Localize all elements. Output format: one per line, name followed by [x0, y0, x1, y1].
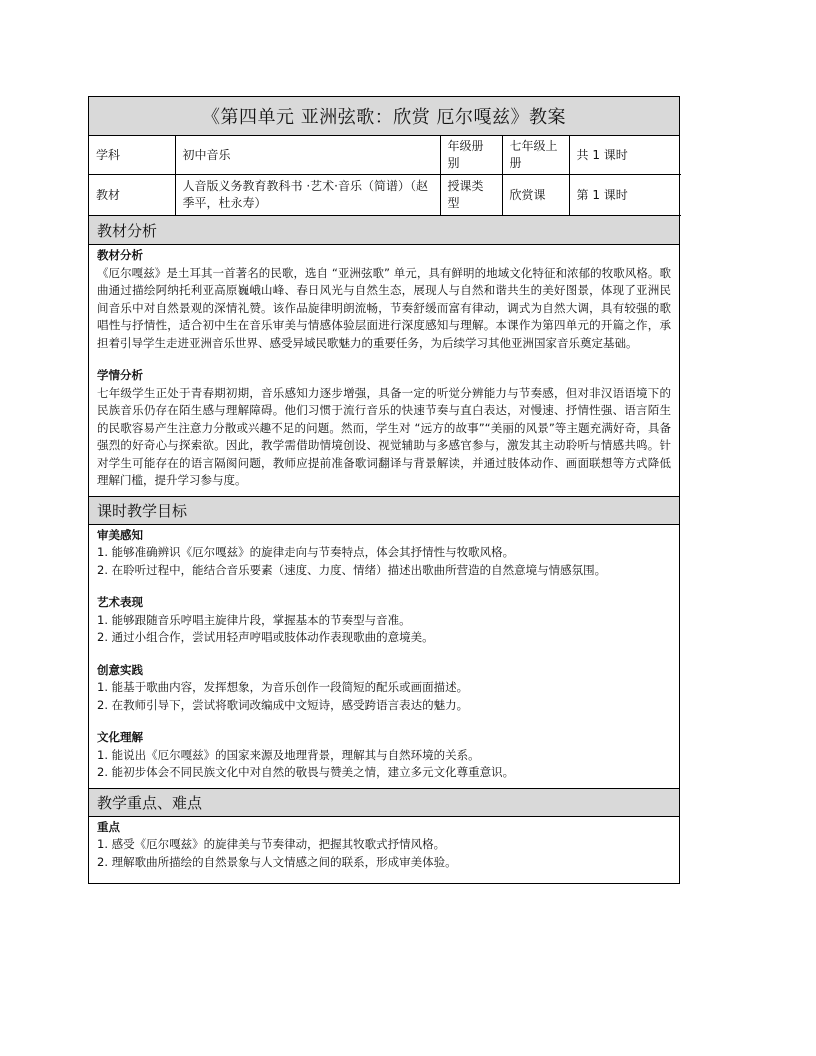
hours-value: 共 1 课时 — [569, 136, 681, 175]
objective-item: 1. 能够跟随音乐哼唱主旋律片段，掌握基本的节奏型与音准。 — [97, 612, 411, 627]
grade-label: 年级册别 — [440, 136, 502, 175]
subject-label: 学科 — [89, 136, 175, 175]
type-value: 欣赏课 — [502, 175, 569, 216]
section-heading-key-points: 教学重点、难点 — [89, 788, 679, 817]
key-point-item: 2. 理解歌曲所描绘的自然景象与人文情感之间的联系，形成审美体验。 — [97, 854, 457, 869]
lesson-plan-sheet — [88, 96, 680, 884]
objective-item: 2. 在教师引导下，尝试将歌词改编成中文短诗，感受跨语言表达的魅力。 — [97, 697, 469, 712]
objective-item: 1. 能够准确辨识《厄尔嘎兹》的旋律走向与节奏特点，体会其抒情性与牧歌风格。 — [97, 545, 515, 559]
key-point-item: 1. 感受《厄尔嘎兹》的旋律美与节奏律动，把握其牧歌式抒情风格。 — [97, 837, 446, 851]
grade-value: 七年级上册 — [502, 136, 569, 175]
objective-item: 1. 能说出《厄尔嘎兹》的国家来源及地理背景，理解其与自然环境的关系。 — [97, 747, 480, 762]
section-body-key-points — [89, 817, 679, 884]
objective-group-title: 审美感知 — [97, 527, 143, 542]
info-row-subject — [89, 136, 681, 175]
objective-group-title: 文化理解 — [97, 730, 143, 744]
section-heading-objectives: 课时教学目标 — [89, 496, 679, 525]
objective-item: 2. 能初步体会不同民族文化中对自然的敬畏与赞美之情，建立多元文化尊重意识。 — [97, 765, 515, 779]
textbook-value: 人音版义务教育教科书 ·艺术·音乐（简谱）（赵季平，杜永寿） — [175, 175, 440, 216]
objective-item: 2. 通过小组合作，尝试用轻声哼唱或肢体动作表现歌曲的意境美。 — [97, 630, 434, 644]
objective-item: 2. 在聆听过程中，能结合音乐要素（速度、力度、情绪）描述出歌曲所营造的自然意境与情感氛围。 — [97, 562, 607, 577]
objective-group-title: 创意实践 — [97, 662, 143, 677]
section-body-analysis — [89, 245, 679, 496]
textbook-label: 教材 — [89, 175, 175, 216]
objective-item: 1. 能基于歌曲内容，发挥想象，为音乐创作一段简短的配乐或画面描述。 — [97, 680, 469, 694]
section-heading-analysis: 教材分析 — [89, 216, 679, 245]
document-title: 《第四单元 亚洲弦歌：欣赏 厄尔嘎兹》教案 — [89, 97, 679, 136]
info-row-textbook — [89, 175, 681, 216]
paragraph-textbook-analysis: 《厄尔嘎兹》是土耳其一首著名的民歌，选自 “亚洲弦歌” 单元，具有鲜明的地域文化特征和浓郁的牧歌风格。歌曲通过描绘阿纳托利亚高原巍峨山峰、春日风光与自然生态，展现人与自然和谐共生的美好图景，体现了亚洲民间音乐中对自然景观的深情礼赞。该作品旋律明朗流畅，节奏舒缓而富有律动，调式为自然大调，具有较强的歌唱性与抒情性，适合初中生在音乐审美与情感体验层面进行深度感知与理解。本课作为第四单元的开篇之作，承担着引导学生走进亚洲音乐世界、感受异域民歌魅力的重要任务，为后续学习其他亚洲国家音乐奠定基础。 — [97, 265, 671, 350]
subject-value: 初中音乐 — [175, 136, 440, 175]
lesson-value: 第 1 课时 — [569, 175, 681, 216]
info-table — [89, 136, 681, 216]
section-body-objectives — [89, 525, 679, 788]
subheading-student-analysis: 学情分析 — [97, 368, 143, 382]
objective-group-title: 艺术表现 — [97, 595, 143, 609]
subheading-key-points: 重点 — [97, 819, 120, 834]
subheading-textbook-analysis: 教材分析 — [97, 248, 143, 262]
paragraph-student-analysis: 七年级学生正处于青春期初期，音乐感知力逐步增强，具备一定的听觉分辨能力与节奏感，但对非汉语语境下的民族音乐仍存在陌生感与理解障碍。他们习惯于流行音乐的快速节奏与直白表达，对慢速、抒情性强、语言陌生的民歌容易产生注意力分散或兴趣不足的问题。然而，学生对 “远方的故事”“美丽的风景”等主题充满好奇，具备强烈的好奇心与探索欲。因此，教学需借助情境创设、视觉辅助与多感官参与，激发其主动聆听与情感共鸣。针对学生可能存在的语言隔阂问题，教师应提前准备歌词翻译与背景解读，并通过肢体动作、画面联想等方式降低理解门槛，提升学习参与度。 — [97, 385, 671, 487]
type-label: 授课类型 — [440, 175, 502, 216]
